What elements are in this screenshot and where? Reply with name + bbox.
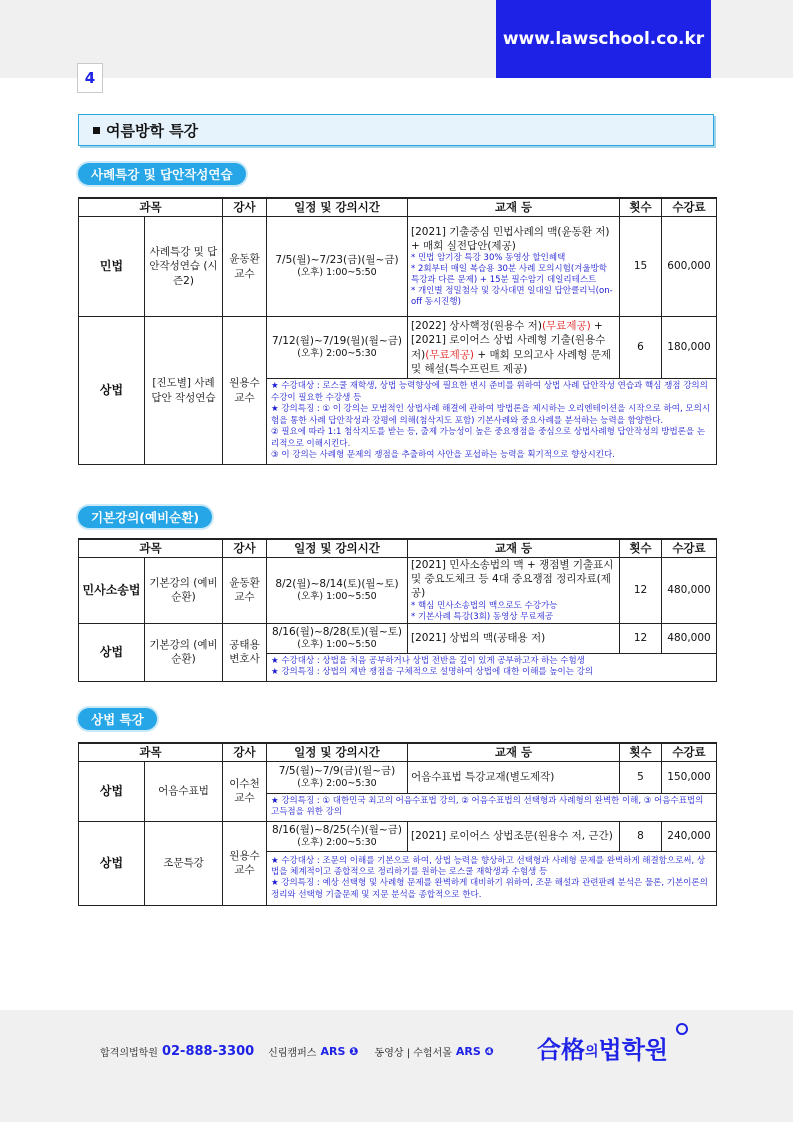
sessions-cell: 12 <box>620 623 662 653</box>
fee-cell: 240,000 <box>662 821 717 851</box>
materials-note: * 개인별 정밀첨삭 및 강사대면 일대일 답안클리닉(on-off 동시진행) <box>411 286 613 308</box>
section-label-case-lecture: 사례특강 및 답안작성연습 <box>78 163 246 185</box>
description-line: ★ 강의특징 : ① 이 강의는 모범적인 상법사례 해결에 관하여 방법론을 제시하는 오리엔테이션을 시작으로 하여, 모의시험을 통한 사례 답안작성과 강평에 의해(첨삭지도 포함) 기본사례와 중요사례를 분석하는 능력을 함양한다. <box>271 404 711 426</box>
footer-contact <box>100 1044 506 1059</box>
course-description <box>267 851 717 905</box>
col-subject: 과목 <box>79 198 223 217</box>
table-row <box>79 821 717 851</box>
col-materials: 교재 등 <box>408 539 620 558</box>
table-row <box>79 217 717 317</box>
schedule-time: (오후) 1:00~5:50 <box>297 638 377 650</box>
description-line: ★ 수강대상 : 조문의 이해를 기본으로 하여, 상법 능력을 향상하고 선택형과 사례형 문제를 완벽하게 해결함으로써, 상법을 체계적이고 종합적으로 정리하기를 원하는 로스쿨 재학생과 수험생 등 <box>271 855 706 877</box>
col-subject: 과목 <box>79 743 223 762</box>
logo-end: 법학원 <box>598 1036 669 1064</box>
course-description <box>267 653 717 681</box>
materials-note: * 기본사례 특강(3회) 동영상 무료제공 <box>411 611 554 622</box>
lecturer-cell: 윤동환 교수 <box>223 217 267 317</box>
col-materials: 교재 등 <box>408 198 620 217</box>
materials-cell <box>408 558 620 624</box>
schedule-time: (오후) 2:00~5:30 <box>297 348 377 360</box>
table-row <box>79 762 717 794</box>
sessions-cell: 6 <box>620 317 662 379</box>
free-badge: (무료제공) <box>541 320 591 333</box>
col-fee: 수강료 <box>662 198 717 217</box>
sessions-cell: 15 <box>620 217 662 317</box>
schedule-cell <box>267 217 408 317</box>
col-lecturer: 강사 <box>223 743 267 762</box>
subject-cell: 상법 <box>79 762 145 822</box>
schedule-dates: 8/16(월)~8/25(수)(월~금) <box>272 823 402 836</box>
subject-cell: 상법 <box>79 623 145 681</box>
subject-cell: 민법 <box>79 217 145 317</box>
col-sessions: 횟수 <box>620 539 662 558</box>
lecturer-cell: 원용수 교수 <box>223 317 267 465</box>
table-header-row <box>79 198 717 217</box>
description-line: ★ 강의특징 : 상법의 제반 쟁점을 구체적으로 설명하여 상법에 대한 이해를 높이는 강의 <box>271 667 594 678</box>
phone-number[interactable]: 02-888-3300 <box>161 1044 255 1059</box>
lecturer-cell: 원용수 교수 <box>223 821 267 905</box>
col-lecturer: 강사 <box>223 539 267 558</box>
page-title-text: 여름방학 특강 <box>106 121 199 140</box>
free-badge: (무료제공) <box>425 348 475 361</box>
col-lecturer: 강사 <box>223 198 267 217</box>
schedule-cell <box>267 623 408 653</box>
course-cell: 기본강의 (예비순환) <box>145 558 223 624</box>
schedule-time: (오후) 2:00~5:30 <box>297 778 377 790</box>
academy-logo <box>537 1030 668 1065</box>
schedule-table-case <box>78 197 717 465</box>
materials-note: * 핵심 민사소송법의 맥으로도 수강가능 <box>411 600 558 611</box>
schedule-table-commercial <box>78 742 717 906</box>
fee-cell: 600,000 <box>662 217 717 317</box>
materials-note: * 민법 암기장 특강 30% 동영상 할인혜택 <box>411 253 566 264</box>
academy-name: 합격의법학원 <box>100 1048 158 1059</box>
description-line: ★ 수강대상 : 상법을 처음 공부하거나 상법 전반을 깊이 있게 공부하고자 하는 수험생 <box>271 655 585 666</box>
section-label-basic-lecture: 기본강의(예비순환) <box>78 506 212 528</box>
sessions-cell: 5 <box>620 762 662 794</box>
col-materials: 교재 등 <box>408 743 620 762</box>
materials-text: [2021] 기출중심 민법사례의 맥(윤동환 저) + 매회 실전답안(제공) <box>411 225 610 252</box>
materials-text: [2022] 상사핵정(원용수 저) <box>411 320 542 333</box>
schedule-dates: 8/2(월)~8/14(토)(월~토) <box>275 577 399 590</box>
materials-note: * 2회부터 매일 복습용 30분 사례 모의시험(겨울방학 특강과 다른 문제) + 15분 필수암기 데일리테스트 <box>411 264 608 286</box>
fee-cell: 180,000 <box>662 317 717 379</box>
materials-cell <box>408 317 620 379</box>
campus-ars: ARS ❶ <box>320 1045 359 1058</box>
subject-cell: 상법 <box>79 317 145 465</box>
schedule-dates: 7/5(월)~7/9(금)(월~금) <box>278 765 396 777</box>
schedule-cell <box>267 317 408 379</box>
col-fee: 수강료 <box>662 539 717 558</box>
materials-cell: [2021] 상법의 맥(공태용 저) <box>408 623 620 653</box>
page-number: 4 <box>77 63 103 93</box>
lecturer-cell: 윤동환 교수 <box>223 558 267 624</box>
page-title <box>78 114 714 146</box>
campus-label: 신림캠퍼스 <box>268 1048 317 1059</box>
table-header-row <box>79 539 717 558</box>
materials-cell: 어음수표법 특강교재(별도제작) <box>408 762 620 794</box>
section-label-commercial-law: 상법 특강 <box>78 708 157 730</box>
course-cell: [진도별] 사례답안 작성연습 <box>145 317 223 465</box>
description-line: ③ 이 강의는 사례형 문제의 쟁점을 추출하여 사안을 포섭하는 능력을 획기적으로 향상시킨다. <box>271 450 615 461</box>
subject-cell: 민사소송법 <box>79 558 145 624</box>
materials-text: + [2021] 로이어스 상법 사례형 기출(원용수 저) <box>411 320 606 361</box>
course-cell: 사례특강 및 답안작성연습 (시즌2) <box>145 217 223 317</box>
schedule-time: (오후) 2:00~5:30 <box>297 837 377 849</box>
lecturer-cell: 이수천 교수 <box>223 762 267 822</box>
materials-text: + 매회 모의고사 사례형 문제 및 해설(특수프린트 제공) <box>411 348 612 375</box>
schedule-time: (오후) 1:00~5:50 <box>297 267 377 279</box>
logo-mid: 의 <box>585 1044 599 1060</box>
schedule-dates: 7/12(월)~7/19(월)(월~금) <box>272 335 402 347</box>
col-sessions: 횟수 <box>620 198 662 217</box>
schedule-cell <box>267 558 408 624</box>
col-fee: 수강료 <box>662 743 717 762</box>
schedule-dates: 7/5(월)~7/23(금)(월~금) <box>275 254 399 266</box>
col-schedule: 일정 및 강의시간 <box>267 198 408 217</box>
video-label: 동영상 | 수험서몰 <box>374 1048 452 1059</box>
materials-text: [2021] 민사소송법의 맥 + 쟁점별 기출표시 및 중요도체크 등 4대 중요쟁점 정리자료(제공) <box>411 559 614 600</box>
course-cell: 기본강의 (예비순환) <box>145 623 223 681</box>
course-description <box>267 379 717 465</box>
materials-cell: [2021] 로이어스 상법조문(원용수 저, 근간) <box>408 821 620 851</box>
col-schedule: 일정 및 강의시간 <box>267 539 408 558</box>
table-row <box>79 558 717 624</box>
fee-cell: 480,000 <box>662 558 717 624</box>
course-cell: 조문특강 <box>145 821 223 905</box>
fee-cell: 150,000 <box>662 762 717 794</box>
col-sessions: 횟수 <box>620 743 662 762</box>
footer-band <box>0 1010 793 1122</box>
description-line: ② 필요에 따라 1:1 첨삭지도를 받는 등, 출제 가능성이 높은 중요쟁점을 중심으로 상법사례형 답안작성의 방법론을 논리적으로 이해시킨다. <box>271 427 706 449</box>
sessions-cell: 8 <box>620 821 662 851</box>
col-schedule: 일정 및 강의시간 <box>267 743 408 762</box>
description-line: ★ 강의특징 : 예상 선택형 및 사례형 문제를 완벽하게 대비하기 위하여, 조문 해설과 관련판례 분석은 물론, 기본이론의 정리와 선택형 기출문제 및 지문 분석을 종합적으로 한다. <box>271 878 708 900</box>
table-row <box>79 317 717 379</box>
schedule-dates: 8/16(월)~8/28(토)(월~토) <box>272 625 402 638</box>
subject-cell: 상법 <box>79 821 145 905</box>
schedule-time: (오후) 1:00~5:50 <box>297 590 377 602</box>
table-row <box>79 623 717 653</box>
website-url[interactable]: www.lawschool.co.kr <box>496 0 711 78</box>
col-subject: 과목 <box>79 539 223 558</box>
schedule-cell <box>267 762 408 794</box>
description-line: ★ 수강대상 : 로스쿨 재학생, 상법 능력향상에 필요한 변시 준비를 위하여 상법 사례 답안작성 연습과 핵심 쟁점 강의의 수강이 필요한 수강생 등 <box>271 381 708 403</box>
sessions-cell: 12 <box>620 558 662 624</box>
logo-main: 合格 <box>537 1036 585 1064</box>
course-description: ★ 강의특징 : ① 대한민국 최고의 어음수표법 강의, ② 어음수표법의 선택형과 사례형의 완벽한 이해, ③ 어음수표법의 고득점을 위한 강의 <box>267 794 717 822</box>
video-ars: ARS ❹ <box>455 1045 494 1058</box>
fee-cell: 480,000 <box>662 623 717 653</box>
course-cell: 어음수표법 <box>145 762 223 822</box>
bullet-square-icon <box>93 127 100 134</box>
materials-cell <box>408 217 620 317</box>
schedule-table-basic <box>78 538 717 682</box>
lecturer-cell: 공태용 변호사 <box>223 623 267 681</box>
table-header-row <box>79 743 717 762</box>
logo-circle-icon <box>676 1023 688 1035</box>
schedule-cell <box>267 821 408 851</box>
